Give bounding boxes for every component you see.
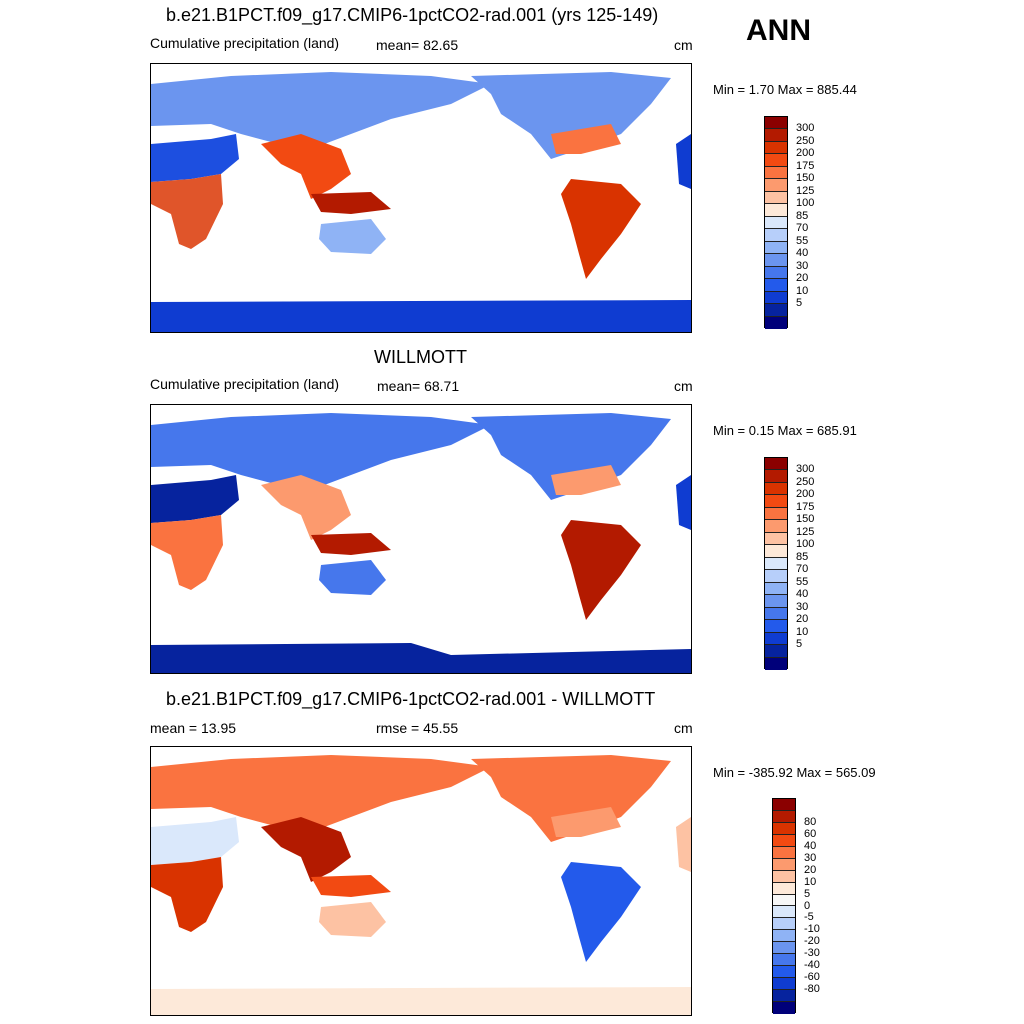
colorbar-swatch (773, 871, 795, 883)
panel3-asia-south (261, 817, 351, 882)
panel2-africa-south (151, 515, 223, 590)
colorbar-tick-label: 10 (804, 875, 817, 888)
panel2-samerica (561, 520, 641, 620)
colorbar-swatch (765, 495, 787, 507)
panel2-antarctica (151, 643, 691, 673)
colorbar-tick-label: -30 (804, 947, 820, 960)
colorbar-tick-label: 200 (796, 488, 815, 501)
colorbar-tick-label: 250 (796, 475, 815, 488)
panel3-africa-south (151, 857, 223, 932)
colorbar-tick-label: 100 (796, 538, 815, 551)
colorbar-tick-label: 10 (796, 625, 809, 638)
colorbar-tick-label: -80 (804, 983, 820, 996)
panel3-eurasia (151, 755, 491, 832)
colorbar-tick-label: 100 (796, 197, 815, 210)
panel3-title: b.e21.B1PCT.f09_g17.CMIP6-1pctCO2-rad.001 - WILLMOTT (166, 689, 656, 709)
panel3-africa (151, 817, 239, 865)
colorbar-swatch (765, 458, 787, 470)
colorbar-swatch (765, 254, 787, 266)
colorbar-tick-label: 20 (804, 863, 817, 876)
colorbar-swatch (765, 154, 787, 166)
colorbar-tick-label: -60 (804, 971, 820, 984)
colorbar-tick-label: 200 (796, 147, 815, 160)
colorbar-swatch (773, 859, 795, 871)
colorbar-swatch (765, 545, 787, 557)
colorbar-tick-label: 30 (796, 600, 809, 613)
panel1-antarctica (151, 300, 691, 332)
panel1-colorbar (764, 116, 788, 328)
colorbar-tick-label: 40 (796, 247, 809, 260)
colorbar-tick-label: 250 (796, 134, 815, 147)
panel3-maritime (311, 875, 391, 897)
colorbar-tick-label: 85 (796, 209, 809, 222)
panel2-minmax: Min = 0.15 Max = 685.91 (713, 423, 857, 438)
colorbar-swatch (765, 192, 787, 204)
panel3-rmse-label: rmse = 45.55 (376, 720, 459, 736)
panel3-samerica (561, 862, 641, 962)
colorbar-swatch (765, 292, 787, 304)
colorbar-swatch (765, 167, 787, 179)
colorbar-swatch (773, 823, 795, 835)
panel1-mean-label: mean= 82.65 (376, 37, 459, 53)
colorbar-swatch (765, 279, 787, 291)
colorbar-tick-label: 300 (796, 122, 815, 135)
panel3-antarctica (151, 987, 691, 1016)
colorbar-swatch (765, 129, 787, 141)
colorbar-tick-label: -10 (804, 923, 820, 936)
colorbar-swatch (765, 142, 787, 154)
panel1-africa (151, 134, 239, 182)
panel1-left-label: Cumulative precipitation (land) (150, 35, 340, 51)
panel3-map (150, 746, 692, 1016)
colorbar-swatch (773, 930, 795, 942)
colorbar-tick-label: -40 (804, 959, 820, 972)
colorbar-tick-label: 20 (796, 272, 809, 285)
colorbar-tick-label: -20 (804, 935, 820, 948)
panel2-asia-south (261, 475, 351, 540)
colorbar-tick-label: 5 (796, 638, 803, 651)
panel1-africa-south (151, 174, 223, 249)
panel1-asia-south (261, 134, 351, 199)
panel1-maritime (311, 192, 391, 214)
colorbar-tick-label: 175 (796, 500, 815, 513)
colorbar-tick-label: 20 (796, 613, 809, 626)
colorbar-swatch (765, 645, 787, 657)
colorbar-swatch (765, 267, 787, 279)
panel2-australia (319, 560, 386, 595)
panel3-greenland (676, 817, 691, 872)
panel2-africa (151, 475, 239, 523)
colorbar-swatch (773, 942, 795, 954)
colorbar-tick-label: 0 (804, 899, 811, 912)
panel2-greenland (676, 475, 691, 530)
panel2-eurasia (151, 413, 491, 490)
panel2-title: WILLMOTT (374, 347, 467, 367)
colorbar-swatch (765, 658, 787, 670)
colorbar-swatch (765, 620, 787, 632)
panel1-minmax: Min = 1.70 Max = 885.44 (713, 82, 857, 97)
colorbar-tick-label: 30 (796, 259, 809, 272)
colorbar-swatch (773, 847, 795, 859)
panel1-samerica (561, 179, 641, 279)
colorbar-swatch (765, 117, 787, 129)
colorbar-tick-label: 40 (804, 839, 817, 852)
colorbar-tick-label: -5 (804, 911, 814, 924)
colorbar-tick-label: 60 (804, 827, 817, 840)
colorbar-tick-label: 70 (796, 563, 809, 576)
colorbar-swatch (773, 906, 795, 918)
panel3-colorbar (772, 798, 796, 1013)
colorbar-swatch (773, 811, 795, 823)
panel3-minmax: Min = -385.92 Max = 565.09 (713, 765, 876, 780)
colorbar-swatch (765, 217, 787, 229)
colorbar-tick-label: 55 (796, 575, 809, 588)
panel2-colorbar (764, 457, 788, 669)
panel1-map (150, 63, 692, 333)
colorbar-tick-label: 5 (796, 297, 803, 310)
colorbar-swatch (773, 978, 795, 990)
colorbar-tick-label: 85 (796, 550, 809, 563)
colorbar-tick-label: 5 (804, 887, 811, 900)
colorbar-swatch (765, 520, 787, 532)
colorbar-tick-label: 300 (796, 463, 815, 476)
colorbar-swatch (773, 883, 795, 895)
colorbar-swatch (765, 608, 787, 620)
colorbar-swatch (765, 595, 787, 607)
colorbar-tick-label: 55 (796, 234, 809, 247)
panel2-map (150, 404, 692, 674)
colorbar-tick-label: 125 (796, 184, 815, 197)
colorbar-tick-label: 10 (796, 284, 809, 297)
panel1-greenland (676, 134, 691, 189)
panel1-eurasia (151, 72, 491, 149)
colorbar-swatch (765, 633, 787, 645)
colorbar-swatch (765, 242, 787, 254)
colorbar-swatch (773, 1002, 795, 1014)
colorbar-swatch (773, 966, 795, 978)
colorbar-swatch (773, 990, 795, 1002)
panel1-unit-label: cm (674, 37, 693, 53)
colorbar-tick-label: 70 (796, 222, 809, 235)
panel2-maritime (311, 533, 391, 555)
colorbar-swatch (765, 533, 787, 545)
panel3-mean-label: mean = 13.95 (150, 720, 237, 736)
colorbar-tick-label: 150 (796, 513, 815, 526)
colorbar-swatch (765, 229, 787, 241)
colorbar-tick-label: 80 (804, 815, 817, 828)
colorbar-swatch (773, 799, 795, 811)
colorbar-swatch (765, 508, 787, 520)
panel2-left-label: Cumulative precipitation (land) (150, 376, 340, 392)
panel3-unit-label: cm (674, 720, 693, 736)
colorbar-swatch (773, 895, 795, 907)
panel3-australia (319, 902, 386, 937)
colorbar-swatch (765, 317, 787, 329)
panel1-title: b.e21.B1PCT.f09_g17.CMIP6-1pctCO2-rad.001 (yrs 125-149) (166, 5, 659, 25)
colorbar-swatch (773, 918, 795, 930)
colorbar-tick-label: 175 (796, 159, 815, 172)
season-label: ANN (746, 14, 811, 47)
panel2-mean-label: mean= 68.71 (377, 378, 460, 394)
colorbar-swatch (765, 558, 787, 570)
colorbar-swatch (765, 304, 787, 316)
panel1-australia (319, 219, 386, 254)
colorbar-swatch (773, 954, 795, 966)
colorbar-tick-label: 30 (804, 851, 817, 864)
colorbar-tick-label: 125 (796, 525, 815, 538)
colorbar-tick-label: 40 (796, 588, 809, 601)
colorbar-swatch (765, 179, 787, 191)
panel2-unit-label: cm (674, 378, 693, 394)
colorbar-swatch (765, 583, 787, 595)
colorbar-tick-label: 150 (796, 172, 815, 185)
colorbar-swatch (765, 570, 787, 582)
colorbar-swatch (765, 483, 787, 495)
colorbar-swatch (773, 835, 795, 847)
colorbar-swatch (765, 470, 787, 482)
colorbar-swatch (765, 204, 787, 216)
